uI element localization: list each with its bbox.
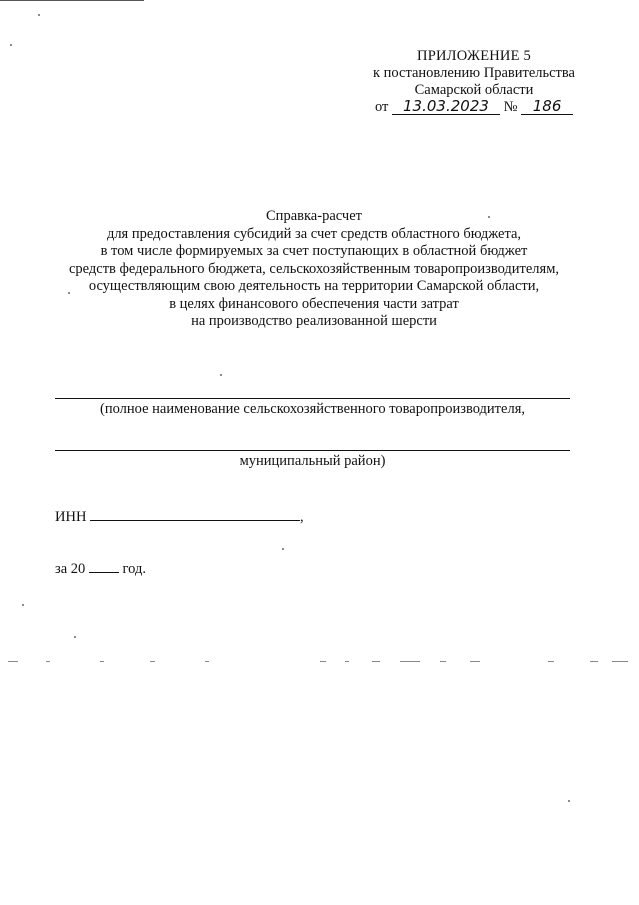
district-line[interactable] <box>55 450 570 451</box>
inn-input-line[interactable] <box>90 506 300 521</box>
appendix-header <box>340 48 608 116</box>
number-sign: № <box>503 99 518 115</box>
document-title-block <box>40 208 588 331</box>
scan-speck <box>10 44 12 46</box>
year-input-line[interactable] <box>89 558 119 573</box>
inn-suffix: , <box>300 509 304 525</box>
title-line-4: осуществляющим свою деятельность на территории Самарской области, <box>88 278 540 294</box>
handwritten-number: 186 <box>521 99 573 115</box>
district-caption: муниципальный район) <box>239 453 386 469</box>
scan-speck <box>38 14 40 16</box>
title-line-3: средств федерального бюджета, сельскохозяйственным товаропроизводителям, <box>68 260 560 277</box>
date-prefix: от <box>374 99 389 115</box>
year-prefix: за 20 <box>55 561 86 577</box>
title-line-5: в целях финансового обеспечения части затрат <box>169 295 459 312</box>
appendix-line-region: Самарской области <box>414 82 534 98</box>
scan-dash-row <box>0 661 639 663</box>
inn-label: ИНН <box>55 509 87 525</box>
appendix-title: ПРИЛОЖЕНИЕ 5 <box>417 48 531 64</box>
handwritten-date: 13.03.2023 <box>392 99 500 115</box>
scan-speck <box>282 548 284 550</box>
scan-speck <box>74 636 76 638</box>
document-heading: Справка-расчет <box>266 208 362 224</box>
scan-speck <box>568 800 570 802</box>
appendix-date-line <box>340 99 608 116</box>
scan-speck <box>68 292 70 294</box>
inn-row <box>55 506 304 526</box>
year-suffix: год. <box>122 561 146 577</box>
title-line-2: в том числе формируемых за счет поступающих в областной бюджет <box>100 243 528 259</box>
top-rule <box>0 0 144 1</box>
scan-speck <box>488 216 490 218</box>
scan-speck <box>22 604 24 606</box>
title-line-1: для предоставления субсидий за счет средств областного бюджета, <box>106 225 522 242</box>
producer-name-caption: (полное наименование сельскохозяйственного товаропроизводителя, <box>100 401 525 417</box>
appendix-line-resolution: к постановлению Правительства <box>373 65 575 81</box>
scan-speck <box>220 374 222 376</box>
year-row <box>55 558 146 578</box>
producer-name-line[interactable] <box>55 398 570 399</box>
title-line-6: на производство реализованной шерсти <box>191 313 437 329</box>
